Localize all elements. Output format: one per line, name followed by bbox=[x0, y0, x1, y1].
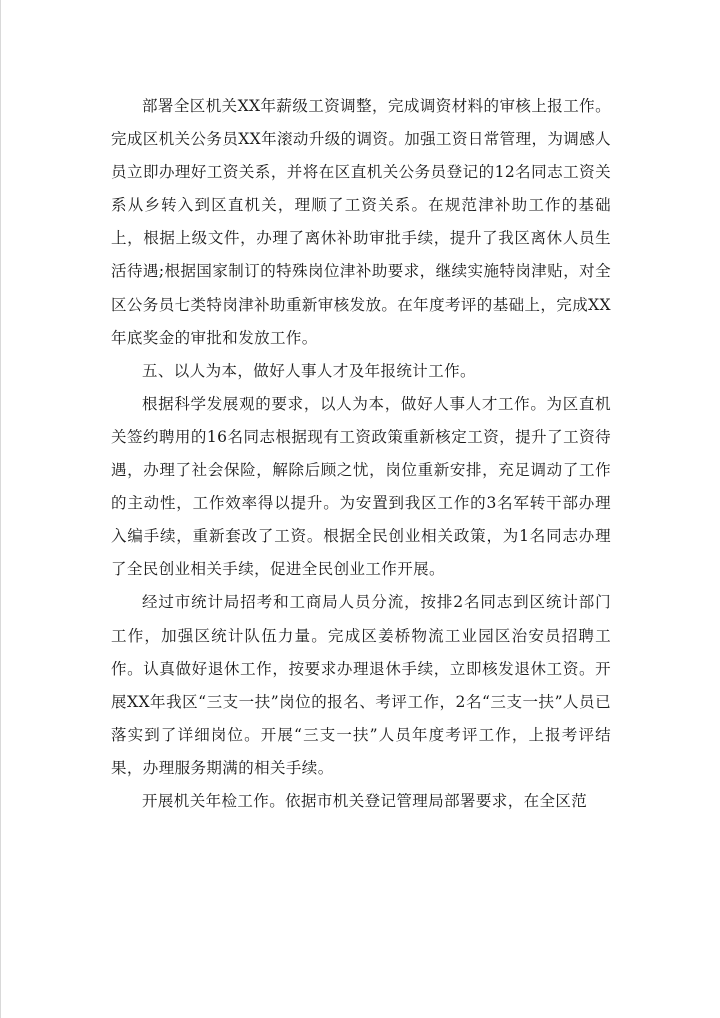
paragraph-annual-inspection: 开展机关年检工作。依据市机关登记管理局部署要求，在全区范 bbox=[142, 791, 588, 810]
paragraph-personnel-talent: 根据科学发展观的要求，以人为本，做好人事人才工作。为区直机关签约聘用的16名同志根据现有工资政策重新核定工资，提升了工资待遇，办理了社会保险，解除后顾之忧，岗位重新安排，充足调动了工作的主动性，工作效率得以提升。为安置到我区工作的3名军转干部办理入编手续，重新套改了工资。根据全民创业相关政策，为1名同志办理了全民创业相关手续，促进全民创业工作开展。 bbox=[111, 394, 611, 579]
document-body bbox=[111, 90, 611, 818]
paragraph-salary-adjustment: 部署全区机关XX年薪级工资调整，完成调资材料的审核上报工作。完成区机关公务员XX年滚动升级的调资。加强工资日常管理，为调感人员立即办理好工资关系，并将在区直机关公务员登记的12名同志工资关系从乡转入到区直机关，理顺了工资关系。在规范津补助工作的基础上，根据上级文件，办理了离休补助审批手续，提升了我区离休人员生活待遇;根据国家制订的特殊岗位津补助要求，继续实施特岗津贴，对全区公务员七类特岗津补助重新审核发放。在年度考评的基础上，完成XX年底奖金的审批和发放工作。 bbox=[111, 97, 611, 347]
paragraph-statistics-staffing: 经过市统计局招考和工商局人员分流，按排2名同志到区统计部门工作，加强区统计队伍力量。完成区姜桥物流工业园区治安员招聘工作。认真做好退休工作，按要求办理退休手续，立即核发退休工资。开展XX年我区“三支一扶”岗位的报名、考评工作，2名“三支一扶”人员已落实到了详细岗位。开展“三支一扶”人员年度考评工作，上报考评结果，办理服务期满的相关手续。 bbox=[111, 593, 611, 777]
section-heading-five: 五、以人为本，做好人事人才及年报统计工作。 bbox=[142, 361, 476, 380]
